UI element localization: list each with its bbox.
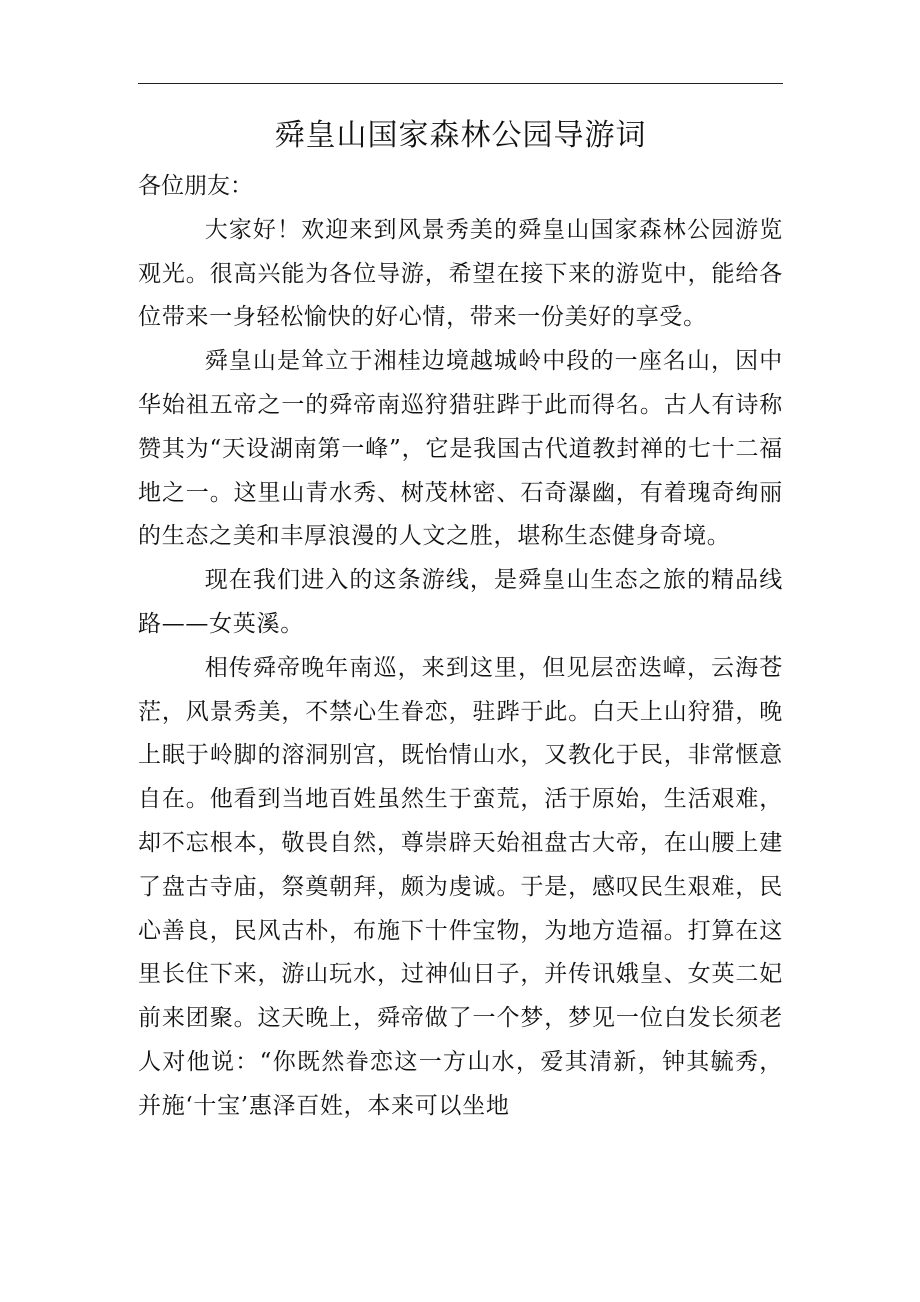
paragraph-welcome: 大家好！欢迎来到风景秀美的舜皇山国家森林公园游览观光。很高兴能为各位导游，希望在接下来的游览中，能给各位带来一身轻松愉快的好心情，带来一份美好的享受。 [138,216,783,331]
document-title: 舜皇山国家森林公园导游词 [274,118,647,153]
paragraph-legend: 相传舜帝晚年南巡，来到这里，但见层峦迭嶂，云海苍茫，风景秀美，不禁心生眷恋，驻跸于此。白天上山狩猎，晚上眠于岭脚的溶洞别宫，既怡情山水，又教化于民，非常惬意自在。他看到当地百姓虽然生于蛮荒，活于原始，生活艰难，却不忘根本，敬畏自然，尊崇辟天始祖盘古大帝，在山腰上建了盘古寺庙，祭奠朝拜，颇为虔诚。于是，感叹民生艰难，民心善良，民风古朴，布施下十件宝物，为地方造福。打算在这里长住下来，游山玩水，过神仙日子，并传讯娥皇、女英二妃前来团聚。这天晚上，舜帝做了一个梦，梦见一位白发长须老人对他说：“你既然眷恋这一方山水，爱其清新，钟其毓秀，并施‘十宝’惠泽百姓，本来可以坐地 [138,654,783,1119]
greeting-line: 各位朋友： [138,173,253,199]
header-rule [138,83,783,84]
document-body [138,165,783,1129]
paragraph-route-intro: 现在我们进入的这条游线，是舜皇山生态之旅的精品线路——女英溪。 [138,567,783,637]
paragraph-mountain-intro: 舜皇山是耸立于湘桂边境越城岭中段的一座名山，因中华始祖五帝之一的舜帝南巡狩猎驻跸于此而得名。古人有诗称赞其为“天设湖南第一峰”，它是我国古代道教封禅的七十二福地之一。这里山青水秀、树茂林密、石奇瀑幽，有着瑰奇绚丽的生态之美和丰厚浪漫的人文之胜，堪称生态健身奇境。 [138,348,783,550]
